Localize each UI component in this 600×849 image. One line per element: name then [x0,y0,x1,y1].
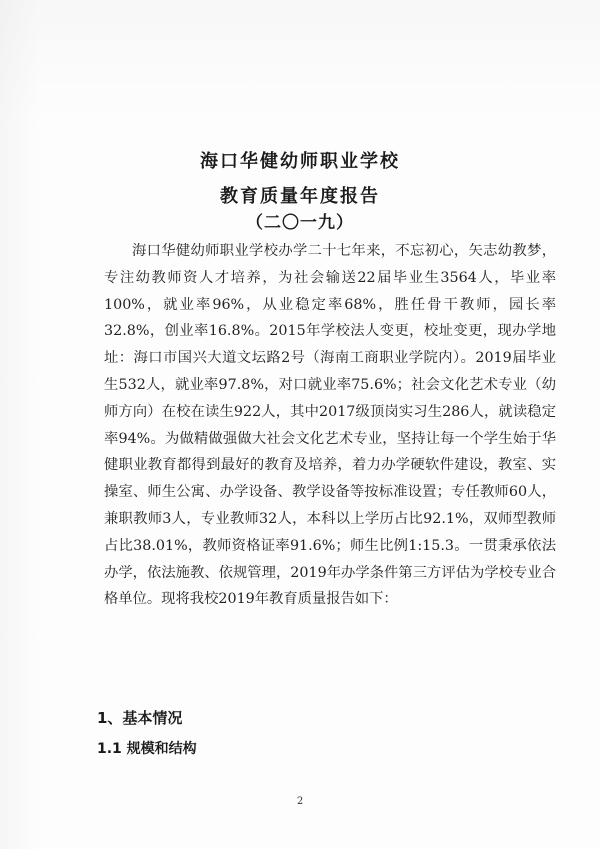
document-title-year: （二〇一九） [246,213,354,233]
document-title-school: 海口华健幼师职业学校 [200,151,400,172]
page-number: 2 [296,796,304,807]
section-heading-basic-info: 1、基本情况 [97,709,183,727]
document-title-report: 教育质量年度报告 [220,186,380,207]
scan-shade [0,0,600,120]
intro-paragraph: 海口华健幼师职业学校办学二十七年来，不忘初心，矢志幼教梦，专注幼教师资人才培养，为社会输送22届毕业生3564人，毕业率100%，就业率96%，从业稳定率68%，胜任骨干教师，园长率32.8%，创业率16.8%。2015年学校法人变更，校址变更，现办学地址：海口市国兴大道文坛路2号（海南工商职业学院内）。2019届毕业生532人，就业率97.8%，对口就业率75.6%；社会文化艺术专业（幼师方向）在校在读生922人，其中2017级顶岗实习生286人，就读稳定率94%。为做精做强做大社会文化艺术专业，坚持让每一个学生始于华健职业教育都得到最好的教育及培养，着力办学硬软件建设，教室、实操室、师生公寓、办学设备、教学设备等按标准设置；专任教师60人，兼职教师3人，专业教师32人，本科以上学历占比92.1%，双师型教师占比38.01%，教师资格证率91.6%；师生比例1:15.3。一贯秉承依法办学，依法施教、依规管理，2019年办学条件第三方评估为学校专业合格单位。现将我校2019年教育质量报告如下： [104,243,556,608]
scan-shade-edge [0,0,40,849]
subsection-heading-scale-structure: 1.1 规模和结构 [97,741,197,757]
